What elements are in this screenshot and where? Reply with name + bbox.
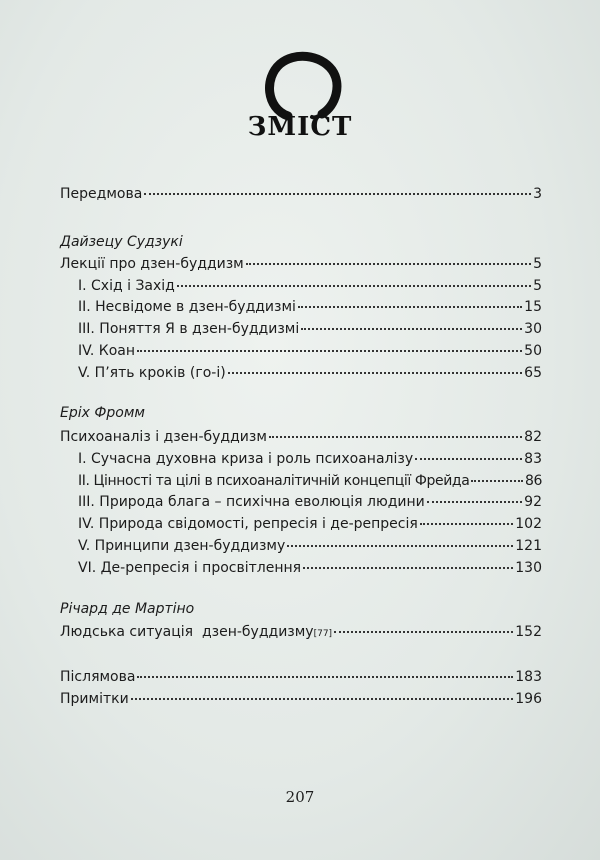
entry-page: 30: [524, 321, 542, 337]
entry-title: Примітки: [60, 691, 129, 707]
entry-page: 102: [515, 516, 542, 532]
entry-title: VI. Де-репресія і просвітлення: [78, 560, 302, 576]
dot-leader: [246, 263, 531, 265]
entry-page: 3: [533, 186, 542, 202]
page-number: 207: [285, 788, 315, 806]
entry-title: I. Схід і Захід: [78, 278, 175, 294]
toc-entry[interactable]: [78, 473, 542, 493]
entry-page: 196: [515, 691, 542, 707]
dot-leader: [471, 480, 523, 482]
entry-page: 121: [515, 538, 542, 554]
entry-title: V. П’ять кроків (го-і): [78, 365, 226, 381]
entry-title: Передмова: [60, 186, 143, 202]
entry-title: Людська ситуація дзен-буддизму: [60, 624, 314, 640]
dot-leader: [303, 567, 513, 569]
toc-entry[interactable]: [78, 451, 542, 471]
entry-page: 82: [524, 429, 542, 445]
entry-title: II. Несвідоме в дзен-буддизмі: [78, 299, 296, 315]
entry-page: 86: [524, 473, 542, 489]
entry-page: 83: [524, 451, 542, 467]
dot-leader: [287, 545, 513, 547]
dot-leader: [137, 676, 513, 678]
toc-entry[interactable]: [60, 429, 542, 449]
entry-title: II. Цінності та цілі в психоаналітичній концепції Фрейда: [78, 473, 470, 489]
dot-leader: [301, 328, 522, 330]
dot-leader: [177, 285, 531, 287]
toc-entry[interactable]: [78, 560, 542, 580]
toc-entry[interactable]: [78, 538, 542, 558]
toc-entry[interactable]: [60, 256, 542, 276]
toc-entry[interactable]: [78, 516, 542, 536]
dot-leader: [334, 631, 513, 633]
toc-entry[interactable]: [78, 278, 542, 298]
entry-title: IV. Природа свідомості, репресія і де-репресія: [78, 516, 418, 532]
dot-leader: [298, 306, 522, 308]
dot-leader: [131, 698, 514, 700]
toc-entry[interactable]: [60, 669, 542, 689]
entry-title: I. Сучасна духовна криза і роль психоаналізу: [78, 451, 414, 467]
toc-entry[interactable]: [78, 365, 542, 385]
entry-title: Психоаналіз і дзен-буддизм: [60, 429, 267, 445]
footnote-ref: [77]: [313, 629, 333, 639]
dot-leader: [144, 193, 531, 195]
author-heading: Еріх Фромм: [60, 405, 145, 421]
page-title: ЗМІСТ: [247, 112, 353, 142]
entry-page: 152: [515, 624, 542, 640]
dot-leader: [228, 372, 523, 374]
toc-entry[interactable]: [78, 343, 542, 363]
entry-title: III. Поняття Я в дзен-буддизмі: [78, 321, 300, 337]
entry-page: 5: [533, 278, 542, 294]
toc-entry[interactable]: [78, 494, 542, 514]
dot-leader: [415, 458, 522, 460]
entry-page: 5: [533, 256, 542, 272]
dot-leader: [427, 501, 522, 503]
entry-page: 183: [515, 669, 542, 685]
entry-title: V. Принципи дзен-буддизму: [78, 538, 286, 554]
author-heading: Річард де Мартіно: [60, 601, 195, 617]
entry-page: 15: [524, 299, 542, 315]
toc-entry[interactable]: [78, 299, 542, 319]
toc-entry[interactable]: [60, 691, 542, 711]
toc-entry[interactable]: [60, 624, 542, 644]
entry-page: 50: [524, 343, 542, 359]
toc-entry[interactable]: [60, 186, 542, 206]
entry-title: IV. Коан: [78, 343, 136, 359]
author-heading: Дайзецу Судзукі: [60, 234, 183, 250]
entry-title: Післямова: [60, 669, 136, 685]
dot-leader: [420, 523, 513, 525]
dot-leader: [137, 350, 522, 352]
entry-title: III. Природа блага – психічна еволюція людини: [78, 494, 425, 510]
dot-leader: [269, 436, 522, 438]
entry-page: 92: [524, 494, 542, 510]
entry-page: 130: [515, 560, 542, 576]
toc-entry[interactable]: [78, 321, 542, 341]
entry-title: Лекції про дзен-буддизм: [60, 256, 244, 272]
entry-page: 65: [524, 365, 542, 381]
